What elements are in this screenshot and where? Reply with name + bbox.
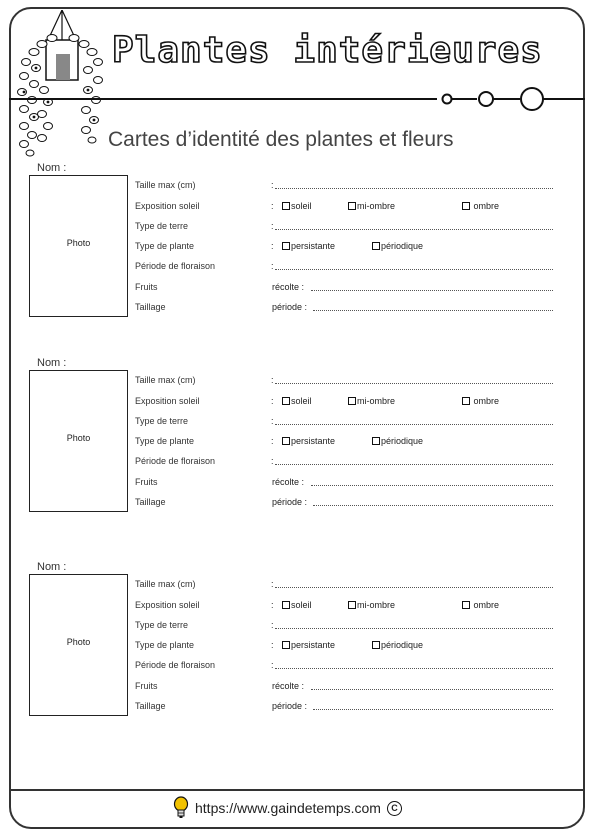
row-label: Période de floraison (135, 456, 216, 466)
colon: : (271, 600, 274, 610)
row-taille (0, 579, 594, 593)
option-persistante[interactable]: persistante (282, 436, 335, 446)
header-rule (9, 84, 585, 116)
row-terre (0, 416, 594, 430)
row-label: Taille max (cm) (135, 375, 196, 385)
fill-line[interactable] (311, 485, 553, 486)
row-label: Taillage (135, 701, 166, 711)
photo-label: Photo (66, 238, 91, 248)
colon: : (271, 221, 274, 231)
row-terre (0, 221, 594, 235)
row-type (0, 241, 594, 255)
checkbox-icon[interactable] (462, 202, 470, 210)
row-label: Fruits (135, 681, 158, 691)
checkbox-icon[interactable] (372, 641, 380, 649)
row-type (0, 436, 594, 450)
row-label: Taille max (cm) (135, 579, 196, 589)
checkbox-icon[interactable] (282, 242, 290, 250)
footer-url[interactable]: https://www.gaindetemps.com (195, 800, 381, 816)
recolte-label: récolte : (272, 282, 305, 292)
name-label: Nom : (37, 162, 67, 174)
fill-line[interactable] (313, 505, 553, 506)
row-fruits (0, 477, 594, 491)
lightbulb-icon (173, 796, 189, 820)
option-ombre[interactable]: ombre (462, 201, 499, 211)
fill-line[interactable] (313, 709, 553, 710)
row-label: Taillage (135, 302, 166, 312)
name-label: Nom : (37, 357, 67, 369)
option-persistante[interactable]: persistante (282, 241, 335, 251)
photo-label: Photo (66, 637, 91, 647)
copyright-icon: C (387, 801, 402, 816)
checkbox-icon[interactable] (282, 641, 290, 649)
fill-line[interactable] (311, 689, 553, 690)
checkbox-icon[interactable] (348, 397, 356, 405)
option-ombre[interactable]: ombre (462, 396, 499, 406)
row-floraison (0, 660, 594, 674)
plant-card (0, 357, 594, 527)
option-periodique[interactable]: périodique (372, 241, 423, 251)
checkbox-icon[interactable] (462, 601, 470, 609)
footer (173, 796, 402, 820)
checkbox-icon[interactable] (282, 202, 290, 210)
colon: : (271, 456, 274, 466)
row-label: Période de floraison (135, 660, 216, 670)
row-label: Fruits (135, 477, 158, 487)
row-floraison (0, 456, 594, 470)
fill-line[interactable] (275, 668, 553, 669)
option-mi-ombre[interactable]: mi-ombre (348, 600, 395, 610)
colon: : (271, 436, 274, 446)
option-ombre[interactable]: ombre (462, 600, 499, 610)
colon: : (271, 375, 274, 385)
row-taillage (0, 497, 594, 511)
row-label: Exposition soleil (135, 396, 200, 406)
row-taillage (0, 701, 594, 715)
fill-line[interactable] (275, 229, 553, 230)
row-label: Taillage (135, 497, 166, 507)
option-soleil[interactable]: soleil (282, 201, 312, 211)
page-title: Plantes intérieures (112, 30, 543, 71)
photo-label: Photo (66, 433, 91, 443)
checkbox-icon[interactable] (282, 397, 290, 405)
row-fruits (0, 282, 594, 296)
colon: : (271, 640, 274, 650)
plant-card (0, 162, 594, 332)
option-mi-ombre[interactable]: mi-ombre (348, 396, 395, 406)
periode-label: période : (272, 701, 308, 711)
recolte-label: récolte : (272, 477, 305, 487)
fill-line[interactable] (313, 310, 553, 311)
fill-line[interactable] (275, 424, 553, 425)
fill-line[interactable] (275, 188, 553, 189)
row-label: Type de plante (135, 640, 195, 650)
colon: : (271, 660, 274, 670)
periode-label: période : (272, 497, 308, 507)
row-taille (0, 180, 594, 194)
colon: : (271, 416, 274, 426)
row-terre (0, 620, 594, 634)
row-label: Exposition soleil (135, 600, 200, 610)
checkbox-icon[interactable] (348, 202, 356, 210)
row-label: Fruits (135, 282, 158, 292)
row-exposition (0, 396, 594, 410)
page-subtitle: Cartes d’identité des plantes et fleurs (108, 128, 454, 151)
periode-label: période : (272, 302, 308, 312)
colon: : (271, 620, 274, 630)
option-mi-ombre[interactable]: mi-ombre (348, 201, 395, 211)
colon: : (271, 201, 274, 211)
fill-line[interactable] (275, 269, 553, 270)
colon: : (271, 261, 274, 271)
row-label: Taille max (cm) (135, 180, 196, 190)
colon: : (271, 396, 274, 406)
row-floraison (0, 261, 594, 275)
row-label: Type de terre (135, 620, 189, 630)
colon: : (271, 241, 274, 251)
checkbox-icon[interactable] (348, 601, 356, 609)
row-exposition (0, 600, 594, 614)
fill-line[interactable] (275, 464, 553, 465)
colon: : (271, 180, 274, 190)
row-label: Type de plante (135, 241, 195, 251)
row-label: Type de terre (135, 416, 189, 426)
row-label: Type de plante (135, 436, 195, 446)
row-fruits (0, 681, 594, 695)
recolte-label: récolte : (272, 681, 305, 691)
fill-line[interactable] (311, 290, 553, 291)
row-taillage (0, 302, 594, 316)
row-type (0, 640, 594, 654)
checkbox-icon[interactable] (462, 397, 470, 405)
option-periodique[interactable]: périodique (372, 640, 423, 650)
option-soleil[interactable]: soleil (282, 600, 312, 610)
fill-line[interactable] (275, 587, 553, 588)
checkbox-icon[interactable] (372, 437, 380, 445)
row-label: Période de floraison (135, 261, 216, 271)
footer-divider (9, 789, 585, 791)
row-label: Exposition soleil (135, 201, 200, 211)
colon: : (271, 579, 274, 589)
checkbox-icon[interactable] (372, 242, 380, 250)
plant-card (0, 561, 594, 731)
row-exposition (0, 201, 594, 215)
fill-line[interactable] (275, 628, 553, 629)
option-periodique[interactable]: périodique (372, 436, 423, 446)
option-soleil[interactable]: soleil (282, 396, 312, 406)
option-persistante[interactable]: persistante (282, 640, 335, 650)
name-label: Nom : (37, 561, 67, 573)
checkbox-icon[interactable] (282, 437, 290, 445)
row-label: Type de terre (135, 221, 189, 231)
checkbox-icon[interactable] (282, 601, 290, 609)
row-taille (0, 375, 594, 389)
fill-line[interactable] (275, 383, 553, 384)
